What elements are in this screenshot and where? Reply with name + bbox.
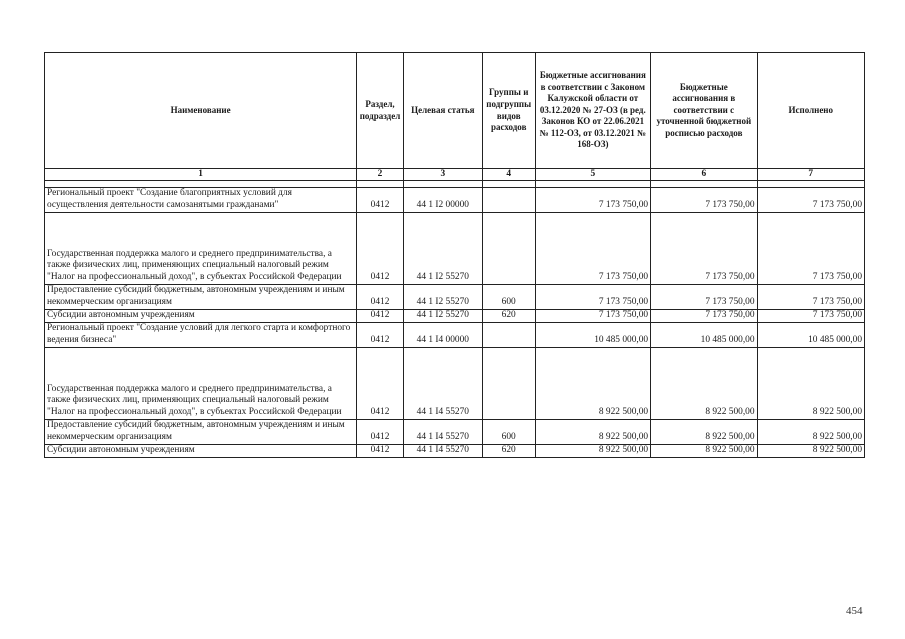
- row-name: Государственная поддержка малого и среднего предпринимательства, а также физических лиц, применяющих специальный налоговый режим "Налог на профессиональный доход", в субъектах Российской Федерации: [45, 348, 357, 420]
- row-refined: 8 922 500,00: [651, 420, 757, 445]
- row-executed: 8 922 500,00: [757, 348, 864, 420]
- row-target: 44 1 I2 55270: [403, 310, 482, 323]
- row-section: 0412: [357, 420, 404, 445]
- row-group: 600: [482, 420, 535, 445]
- row-refined: 8 922 500,00: [651, 348, 757, 420]
- column-number-row: [45, 169, 865, 181]
- header-section: Раздел, подраздел: [357, 53, 404, 169]
- row-name: Субсидии автономным учреждениям: [45, 310, 357, 323]
- row-law: 7 173 750,00: [535, 285, 651, 310]
- row-section: 0412: [357, 323, 404, 348]
- row-refined: 8 922 500,00: [651, 445, 757, 458]
- column-number: 6: [651, 169, 757, 181]
- row-section: 0412: [357, 310, 404, 323]
- budget-table: [44, 52, 865, 458]
- column-number: 3: [403, 169, 482, 181]
- column-number: 5: [535, 169, 651, 181]
- row-refined: 10 485 000,00: [651, 323, 757, 348]
- column-number: 1: [45, 169, 357, 181]
- row-name: Региональный проект "Создание благоприятных условий для осуществления деятельности самозанятыми гражданами": [45, 188, 357, 213]
- row-target: 44 1 I2 55270: [403, 285, 482, 310]
- row-law: 10 485 000,00: [535, 323, 651, 348]
- header-refined: Бюджетные ассигнования в соответствии с уточненной бюджетной росписью расходов: [651, 53, 757, 169]
- row-group: 620: [482, 445, 535, 458]
- row-law: 8 922 500,00: [535, 420, 651, 445]
- table-row: [45, 213, 865, 285]
- spacer-row: [45, 181, 865, 188]
- column-number: 2: [357, 169, 404, 181]
- row-group: [482, 188, 535, 213]
- row-executed: 7 173 750,00: [757, 310, 864, 323]
- row-target: 44 1 I2 55270: [403, 213, 482, 285]
- row-group: [482, 213, 535, 285]
- table-row: [45, 285, 865, 310]
- table-row: [45, 188, 865, 213]
- row-name: Субсидии автономным учреждениям: [45, 445, 357, 458]
- row-target: 44 1 I4 00000: [403, 323, 482, 348]
- table-row: [45, 445, 865, 458]
- row-executed: 10 485 000,00: [757, 323, 864, 348]
- row-section: 0412: [357, 213, 404, 285]
- row-target: 44 1 I2 00000: [403, 188, 482, 213]
- row-law: 8 922 500,00: [535, 445, 651, 458]
- row-law: 7 173 750,00: [535, 310, 651, 323]
- row-target: 44 1 I4 55270: [403, 420, 482, 445]
- row-refined: 7 173 750,00: [651, 285, 757, 310]
- row-refined: 7 173 750,00: [651, 310, 757, 323]
- row-executed: 8 922 500,00: [757, 445, 864, 458]
- row-executed: 7 173 750,00: [757, 285, 864, 310]
- table-row: [45, 323, 865, 348]
- row-executed: 7 173 750,00: [757, 213, 864, 285]
- row-target: 44 1 I4 55270: [403, 348, 482, 420]
- header-name: Наименование: [45, 53, 357, 169]
- row-law: 7 173 750,00: [535, 188, 651, 213]
- row-section: 0412: [357, 348, 404, 420]
- row-name: Региональный проект "Создание условий для легкого старта и комфортного ведения бизнеса": [45, 323, 357, 348]
- page-number: 454: [846, 605, 863, 617]
- header-target: Целевая статья: [403, 53, 482, 169]
- row-section: 0412: [357, 188, 404, 213]
- row-refined: 7 173 750,00: [651, 188, 757, 213]
- row-executed: 8 922 500,00: [757, 420, 864, 445]
- column-number: 4: [482, 169, 535, 181]
- row-law: 8 922 500,00: [535, 348, 651, 420]
- row-name: Предоставление субсидий бюджетным, автономным учреждениям и иным некоммерческим организациям: [45, 285, 357, 310]
- header-groups: Группы и подгруппы видов расходов: [482, 53, 535, 169]
- table-row: [45, 420, 865, 445]
- row-group: 600: [482, 285, 535, 310]
- header-law: Бюджетные ассигнования в соответствии с Законом Калужской области от 03.12.2020 № 27-ОЗ (в ред. Законов КО от 22.06.2021 № 112-ОЗ, от 03.12.2021 № 168-ОЗ): [535, 53, 651, 169]
- row-group: 620: [482, 310, 535, 323]
- row-section: 0412: [357, 285, 404, 310]
- row-group: [482, 323, 535, 348]
- row-refined: 7 173 750,00: [651, 213, 757, 285]
- row-name: Предоставление субсидий бюджетным, автономным учреждениям и иным некоммерческим организациям: [45, 420, 357, 445]
- row-name: Государственная поддержка малого и среднего предпринимательства, а также физических лиц, применяющих специальный налоговый режим "Налог на профессиональный доход", в субъектах Российской Федерации: [45, 213, 357, 285]
- header-row: [45, 53, 865, 169]
- row-law: 7 173 750,00: [535, 213, 651, 285]
- column-number: 7: [757, 169, 864, 181]
- row-executed: 7 173 750,00: [757, 188, 864, 213]
- table-row: [45, 348, 865, 420]
- header-executed: Исполнено: [757, 53, 864, 169]
- row-section: 0412: [357, 445, 404, 458]
- row-target: 44 1 I4 55270: [403, 445, 482, 458]
- row-group: [482, 348, 535, 420]
- table-row: [45, 310, 865, 323]
